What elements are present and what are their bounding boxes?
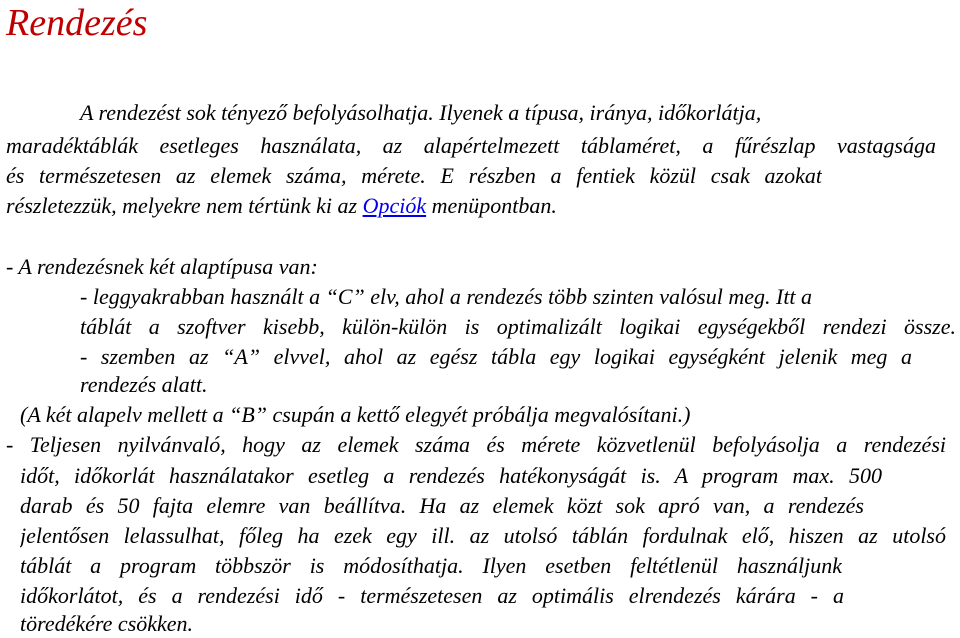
count-line-1: - Teljesen nyilvánvaló, hogy az elemek száma és mérete közvetlenül befolyásolja a rendezési <box>6 432 946 457</box>
intro-line-4-before: részletezzük, melyekre nem tértünk ki az <box>6 193 363 218</box>
types-line-c: - leggyakrabban használt a “C” elv, ahol a rendezés több szinten valósul meg. Itt a <box>80 284 813 309</box>
count-line-4: jelentősen lelassulhat, főleg ha ezek egy ill. az utolsó táblán fordulnak elő, hiszen az utolsó <box>20 523 946 548</box>
page-title: Rendezés <box>6 2 148 44</box>
types-line-c-cont: táblát a szoftver kisebb, külön-külön is optimalizált logikai egységekből rendezi össze. <box>80 314 956 339</box>
count-line-3: darab és 50 fajta elemre van beállítva. Ha az elemek közt sok apró van, a rendezés <box>20 493 864 518</box>
intro-line-1: A rendezést sok tényező befolyásolhatja. Ilyenek a típusa, iránya, időkorlátja, <box>80 100 762 125</box>
count-line-2: időt, időkorlát használatakor esetleg a rendezés hatékonyságát is. A program max. 500 <box>20 463 882 488</box>
types-line-a: - szemben az “A” elvvel, ahol az egész tábla egy logikai egységként jelenik meg a <box>80 344 912 369</box>
count-line-6: időkorlátot, és a rendezési idő - természetesen az optimális elrendezés kárára - a <box>20 583 844 608</box>
types-heading: - A rendezésnek két alaptípusa van: <box>6 254 318 279</box>
opciok-link[interactable]: Opciók <box>362 193 427 218</box>
types-line-a-cont: rendezés alatt. <box>80 372 208 397</box>
types-line-b: (A két alapelv mellett a “B” csupán a kettő elegyét próbálja megvalósítani.) <box>20 402 691 427</box>
count-line-5: táblát a program többször is módosíthatja. Ilyen esetben feltétlenül használjunk <box>20 553 842 578</box>
intro-line-4-after: menüpontban. <box>426 193 557 218</box>
intro-line-3: és természetesen az elemek száma, mérete. E részben a fentiek közül csak azokat <box>6 163 822 188</box>
count-line-7: töredékére csökken. <box>20 611 194 636</box>
intro-line-2: maradéktáblák esetleges használata, az alapértelmezett táblaméret, a fűrészlap vastagsága <box>6 133 936 158</box>
intro-line-4 <box>6 191 557 220</box>
